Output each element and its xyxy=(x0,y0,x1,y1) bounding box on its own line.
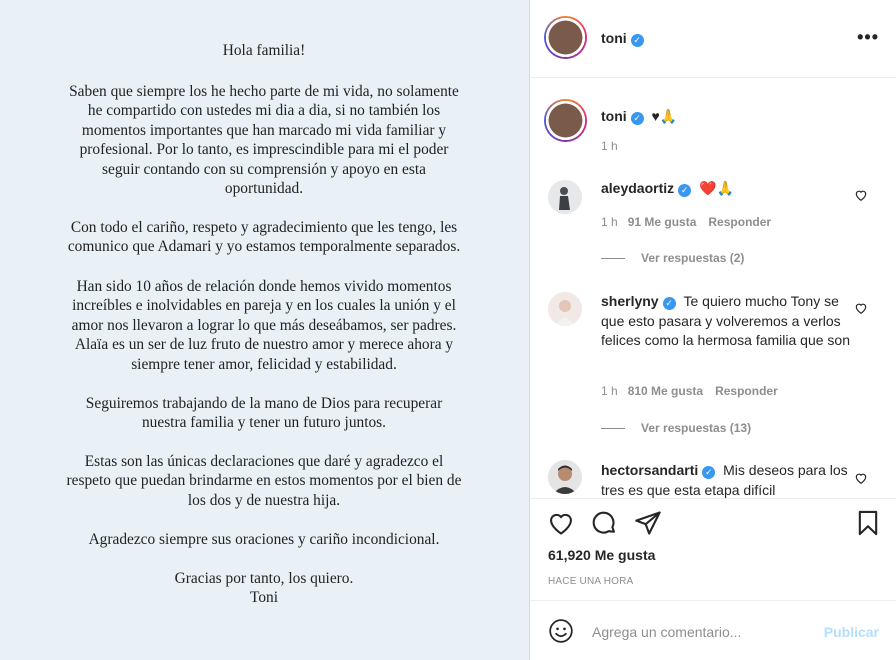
verified-badge-icon: ✓ xyxy=(631,112,644,125)
comment-likes[interactable]: 91 Me gusta xyxy=(627,215,697,229)
caption-username[interactable]: toni ✓ ♥🙏 xyxy=(601,108,678,124)
comment-body xyxy=(601,292,851,351)
save-bookmark-icon[interactable] xyxy=(854,509,882,537)
commenter-avatar[interactable] xyxy=(548,292,582,326)
letter-paragraph: Con todo el cariño, respeto y agradecimiento que les tengo, les comunico que Adamari y yo estamos temporalmente separados. xyxy=(67,219,461,256)
commenter-avatar[interactable] xyxy=(548,180,582,214)
letter-greeting: Hola familia! xyxy=(222,42,306,59)
comment-meta xyxy=(601,215,771,229)
avatar-photo xyxy=(548,180,582,214)
reply-button[interactable]: Responder xyxy=(708,215,772,229)
verified-badge-icon: ✓ xyxy=(631,34,644,47)
commenter-avatar[interactable] xyxy=(548,460,582,494)
avatar-photo xyxy=(548,292,582,326)
comment-likes[interactable]: 810 Me gusta xyxy=(627,384,704,398)
comment-bubble-icon[interactable] xyxy=(590,509,618,537)
caption-avatar[interactable] xyxy=(544,99,587,142)
comment-time[interactable]: 1 h xyxy=(601,384,618,398)
post-actions-bar xyxy=(530,498,896,596)
view-replies-button[interactable]: Ver respuestas (2) xyxy=(601,251,744,265)
letter-paragraph: Han sido 10 años de relación donde hemos vivido momentos increíbles e inolvidables en pareja y en los cuales la unión y el amor nos llevaron a lograr lo que más deseábamos, ser padres. Alaïa es un ser de luz fruto de nuestro amor y merece ahora y siempre tener amor, felicidad y estabilidad. xyxy=(71,278,457,373)
comment-body xyxy=(601,179,851,199)
comment-time[interactable]: 1 h xyxy=(601,215,618,229)
avatar-photo xyxy=(548,460,582,494)
divider-line xyxy=(601,428,625,429)
likes-count[interactable]: 61,920 Me gusta xyxy=(548,547,656,563)
comment-text: ❤️🙏 xyxy=(699,180,734,196)
share-paper-plane-icon[interactable] xyxy=(634,509,662,537)
comment-text: Mis deseos para los tres es que esta etapa difícil xyxy=(601,462,848,498)
letter-paragraph: Saben que siempre los he hecho parte de mi vida, no solamente he compartido con ustedes mi dia a dia, si no también los momentos importantes que han marcado mi vida familiar y profesional. Por lo tanto, es imprescindible para mi el poder seguir contando con su comprensión y apoyo en esta oportunidad. xyxy=(69,83,459,198)
comment-meta xyxy=(601,384,778,398)
view-replies-button[interactable]: Ver respuestas (13) xyxy=(601,421,751,435)
like-comment-heart-icon[interactable] xyxy=(854,471,868,485)
post-header xyxy=(530,0,896,78)
caption-text: ♥🙏 xyxy=(651,108,678,124)
like-heart-icon[interactable] xyxy=(547,509,575,537)
author-avatar[interactable] xyxy=(544,16,587,59)
comment-body xyxy=(601,461,851,498)
letter-paragraph: Estas son las únicas declaraciones que daré y agradezco el respeto que puedan brindarme en estos momentos por el bien de los dos y de nuestra hija. xyxy=(66,453,462,509)
emoji-smiley-icon[interactable] xyxy=(548,618,574,644)
publish-button[interactable]: Publicar xyxy=(823,624,879,640)
verified-badge-icon: ✓ xyxy=(702,466,715,479)
letter-signoff: Gracias por tanto, los quiero. Toni xyxy=(174,570,354,607)
post-side-panel xyxy=(529,0,896,660)
add-comment-bar xyxy=(530,600,896,660)
more-options-icon[interactable]: ••• xyxy=(857,27,879,47)
comment-username[interactable]: sherlyny xyxy=(601,293,659,309)
caption-time[interactable]: 1 h xyxy=(601,139,618,153)
comment-username[interactable]: hectorsandarti xyxy=(601,462,699,478)
reply-button[interactable]: Responder xyxy=(715,384,778,398)
comments-list[interactable] xyxy=(530,79,896,498)
letter-paragraph: Agradezco siempre sus oraciones y cariño incondicional. xyxy=(88,531,440,548)
like-comment-heart-icon[interactable] xyxy=(854,188,868,202)
comment-username[interactable]: aleydaortiz xyxy=(601,180,675,196)
divider-line xyxy=(601,258,625,259)
letter-paragraph: Seguiremos trabajando de la mano de Dios para recuperar nuestra familia y tener un futuro juntos. xyxy=(85,395,443,432)
author-username[interactable]: toni ✓ xyxy=(601,30,644,47)
verified-badge-icon: ✓ xyxy=(678,184,691,197)
comment-input[interactable]: Agrega un comentario... xyxy=(592,624,742,640)
post-timestamp[interactable]: HACE UNA HORA xyxy=(548,576,634,587)
like-comment-heart-icon[interactable] xyxy=(854,301,868,315)
verified-badge-icon: ✓ xyxy=(663,297,676,310)
comment-text: Te quiero mucho Tony se que esto pasara y volveremos a verlos felices como la hermosa familia que son xyxy=(601,293,851,348)
